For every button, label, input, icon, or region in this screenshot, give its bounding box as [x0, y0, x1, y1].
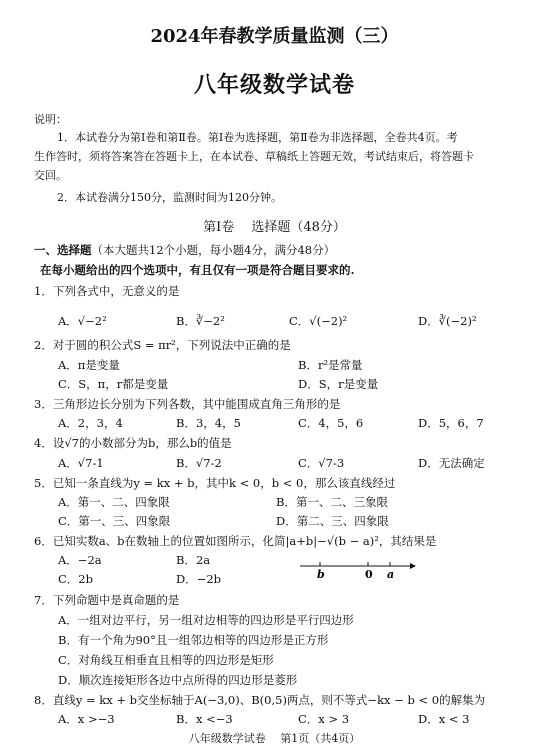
question-7-stem: 7．下列命题中是真命题的是 — [34, 593, 180, 607]
question-6-option-a: A．−2a — [58, 553, 102, 567]
question-3-option-b: B．3，4，5 — [176, 416, 241, 430]
question-4-option-a: A．√7-1 — [58, 456, 104, 470]
question-4-option-b: B．√7-2 — [176, 456, 222, 470]
question-3-option-c: C．4，5，6 — [298, 416, 364, 430]
question-8-option-c: C．x > 3 — [298, 712, 350, 726]
question-5-option-c: C．第一、三、四象限 — [58, 514, 171, 528]
instruction-item-2: 2．本试卷满分150分，监测时间为120分钟。 — [57, 191, 282, 204]
question-8-option-b: B．x <−3 — [176, 712, 233, 726]
number-line-label-b: b — [317, 568, 325, 580]
question-2-stem: 2．对于圆的积公式S = πr²，下列说法中正确的是 — [34, 338, 291, 352]
page-footer: 八年级数学试卷 第1页（共4页） — [188, 732, 361, 745]
question-3-stem: 3．三角形边长分别为下列各数，其中能围成直角三角形的是 — [34, 397, 341, 411]
question-7-option-c: C．对角线互相垂直且相等的四边形是矩形 — [58, 653, 274, 667]
part-label: 一、选择题 — [34, 243, 92, 257]
part-note: （本大题共12个小题，每小题4分，满分48分） — [91, 243, 336, 257]
question-1-option-b: B．∛−2² — [176, 314, 225, 328]
exam-subtitle: 八年级数学试卷 — [193, 72, 355, 98]
question-7-option-a: A．一组对边平行，另一组对边相等的四边形是平行四边形 — [58, 613, 354, 627]
question-2-option-c: C．S，π，r都是变量 — [58, 377, 169, 391]
question-8-option-d: D．x < 3 — [418, 712, 470, 726]
question-8-option-a: A．x >−3 — [58, 712, 115, 726]
question-4-option-c: C．√7-3 — [298, 456, 345, 470]
question-3-option-d: D．5，6，7 — [418, 416, 484, 430]
question-5-stem: 5．已知一条直线为y = kx + b，其中k < 0，b < 0，那么该直线经过 — [34, 476, 396, 490]
question-8-stem: 8．直线y = kx + b交坐标轴于A(−3,0)、B(0,5)两点，则不等式−kx − b < 0的解集为 — [34, 693, 486, 707]
instruction-item-1-line-2: 生作答时，须将答案答在答题卡上，在本试卷、草稿纸上答题无效，考试结束后，将答题卡 — [34, 150, 474, 163]
question-4-stem: 4．设√7的小数部分为b，那么b的值是 — [34, 436, 232, 450]
question-3-option-a: A．2，3，4 — [58, 416, 123, 430]
question-7-option-b: B．有一个角为90°且一组邻边相等的四边形是正方形 — [58, 633, 329, 647]
question-4-option-d: D．无法确定 — [418, 456, 485, 470]
part-instruction: 在每小题给出的四个选项中，有且仅有一项是符合题目要求的. — [40, 263, 355, 277]
question-5-option-b: B．第一、二、三象限 — [276, 495, 388, 509]
question-6-option-d: D．−2b — [176, 572, 222, 586]
question-1-option-c: C．√(−2)² — [289, 314, 348, 328]
question-1-stem: 1．下列各式中，无意义的是 — [34, 284, 180, 298]
question-7-option-d: D．顺次连接矩形各边中点所得的四边形是菱形 — [58, 673, 298, 687]
question-1-option-a: A．√−2² — [58, 314, 107, 328]
number-line-label-a: a — [387, 568, 395, 580]
instruction-item-1-line-1: 1．本试卷分为第Ⅰ卷和第Ⅱ卷。第Ⅰ卷为选择题，第Ⅱ卷为非选择题，全卷共4页。考 — [57, 131, 458, 144]
instructions-heading: 说明： — [34, 113, 67, 126]
question-1-option-d: D．∛(−2)² — [418, 314, 477, 328]
question-2-option-d: D．S，r是变量 — [298, 377, 379, 391]
question-5-option-d: D．第二、三、四象限 — [276, 514, 389, 528]
instruction-item-1-line-3: 交回。 — [34, 169, 67, 182]
number-line-figure — [298, 558, 418, 580]
question-6-option-b: B．2a — [176, 553, 211, 567]
exam-header-title: 2024年春教学质量监测（三） — [150, 26, 399, 47]
number-line-arrow — [410, 563, 416, 569]
question-6-stem: 6．已知实数a、b在数轴上的位置如图所示，化简|a+b|−√(b − a)²，其结果是 — [34, 534, 437, 548]
number-line-label-zero: 0 — [365, 568, 373, 580]
part-header — [34, 242, 335, 258]
question-6-option-c: C．2b — [58, 572, 93, 586]
section-title: 第Ⅰ卷 选择题（48分） — [203, 220, 346, 235]
question-2-option-a: A．π是变量 — [58, 358, 120, 372]
question-2-option-b: B．r²是常量 — [298, 358, 363, 372]
question-5-option-a: A．第一、二、四象限 — [58, 495, 170, 509]
